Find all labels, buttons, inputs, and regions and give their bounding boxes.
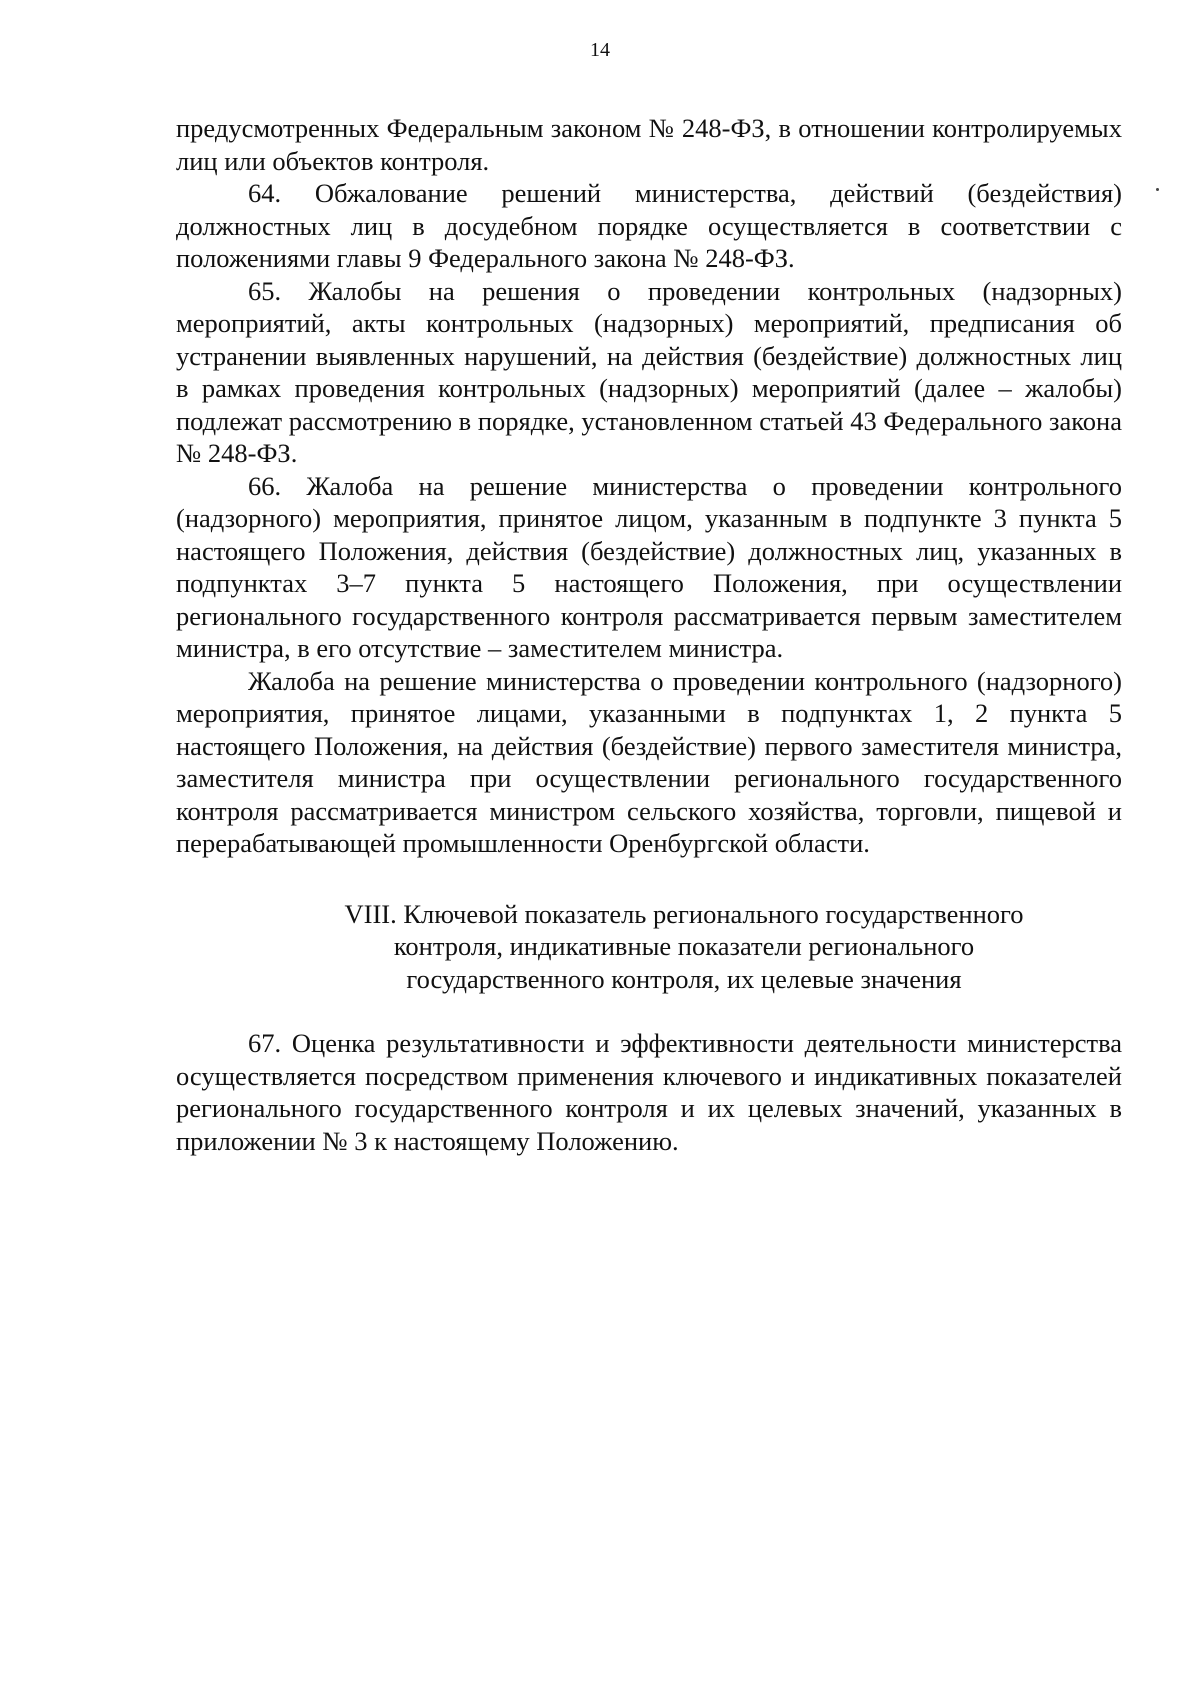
section-heading [176, 898, 1122, 996]
paragraph-64: 64. Обжалование решений министерства, действий (бездействия) должностных лиц в досудебном порядке осуществляется в соответствии с положениями главы 9 Федерального закона № 248-ФЗ. [176, 178, 1122, 273]
page-number: 14 [590, 39, 610, 61]
scan-speck [1156, 188, 1159, 191]
paragraph-67: 67. Оценка результативности и эффективности деятельности министерства осуществляется посредством применения ключевого и индикативных показателей регионального государственного контроля и их целевых значений, указанных в приложении № 3 к настоящему Положению. [176, 1028, 1122, 1156]
paragraph-66: 66. Жалоба на решение министерства о проведении контрольного (надзорного) мероприятия, принятое лицом, указанным в подпункте 3 пункта 5 настоящего Положения, действия (бездействие) должностных лиц, указанных в подпунктах 3–7 пункта 5 настоящего Положения, при осуществлении регионального государственного контроля рассматривается первым заместителем министра, в его отсутствие – заместителем министра. [176, 470, 1122, 663]
paragraph-continuation: предусмотренных Федеральным законом № 248-ФЗ, в отношении контролируемых лиц или объектов контроля. [176, 113, 1122, 176]
paragraph-65: 65. Жалобы на решения о проведении контрольных (надзорных) мероприятий, акты контрольных (надзорных) мероприятий, предписания об устранении выявленных нарушений, на действия (бездействие) должностных лиц в рамках проведения контрольных (надзорных) мероприятий (далее – жалобы) подлежат рассмотрению в порядке, установленном статьей 43 Федерального закона № 248-ФЗ. [176, 275, 1122, 468]
section-heading-line-1: VIII. Ключевой показатель регионального государственного [344, 898, 1024, 929]
paragraph-66-second-part: Жалоба на решение министерства о проведении контрольного (надзорного) мероприятия, принятое лицами, указанными в подпунктах 1, 2 пункта 5 настоящего Положения, на действия (бездействие) первого заместителя министра, заместителя министра при осуществлении регионального государственного контроля рассматривается министром сельского хозяйства, торговли, пищевой и перерабатывающей промышленности Оренбургской области. [176, 665, 1122, 858]
section-heading-line-2: контроля, индикативные показатели регионального [393, 931, 975, 961]
section-heading-line-3: государственного контроля, их целевые значения [406, 963, 962, 994]
document-body [176, 112, 1122, 1157]
